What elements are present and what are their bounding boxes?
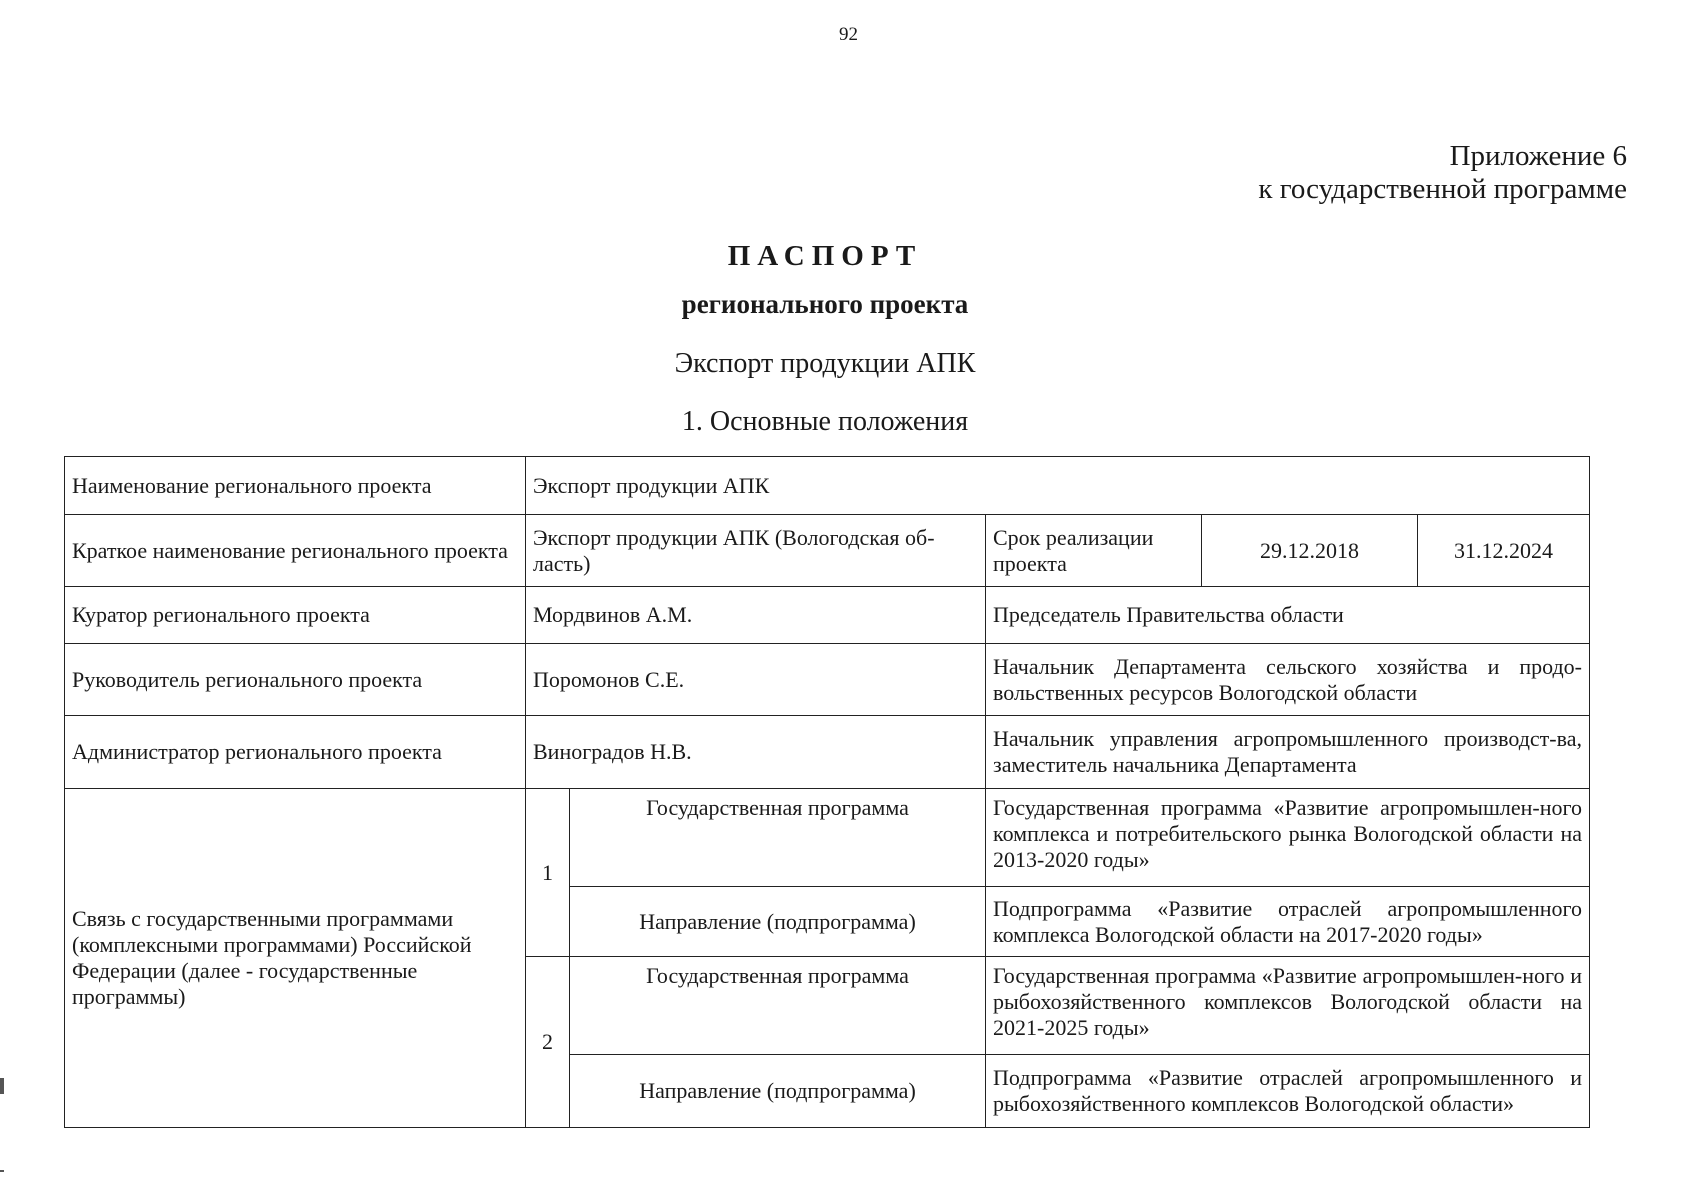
program-sub-value: Подпрограмма «Развитие отраслей агропромышленного и рыбохозяйственного комплексов Вологодской области» bbox=[986, 1055, 1590, 1128]
project-name-title: Экспорт продукции АПК bbox=[674, 348, 976, 379]
period-start: 29.12.2018 bbox=[1202, 515, 1418, 587]
program-sub-label: Направление (подпрограмма) bbox=[570, 1055, 986, 1128]
table-row bbox=[65, 789, 1590, 887]
program-gp-label: Государственная программа bbox=[570, 789, 986, 887]
short-name-label: Краткое наименование регионального проекта bbox=[65, 515, 526, 587]
table-row bbox=[65, 716, 1590, 789]
program-gp-value: Государственная программа «Развитие агропромышлен-ного комплекса и потребительского рынка Вологодской области на 2013-2020 годы» bbox=[986, 789, 1590, 887]
margin-scan-mark bbox=[0, 1170, 4, 1172]
curator-name: Мордвинов А.М. bbox=[526, 587, 986, 644]
program-sub-value: Подпрограмма «Развитие отраслей агропромышленного комплекса Вологодской области на 2017-2020 годы» bbox=[986, 887, 1590, 957]
program-sub-label: Направление (подпрограмма) bbox=[570, 887, 986, 957]
period-end: 31.12.2024 bbox=[1418, 515, 1590, 587]
document-title bbox=[525, 238, 1125, 382]
admin-name: Виноградов Н.В. bbox=[526, 716, 986, 789]
table-row bbox=[65, 587, 1590, 644]
curator-label: Куратор регионального проекта bbox=[65, 587, 526, 644]
section-title: 1. Основные положения bbox=[681, 406, 969, 437]
short-name-value: Экспорт продукции АПК (Вологодская об-ласть) bbox=[526, 515, 986, 587]
name-label: Наименование регионального проекта bbox=[65, 457, 526, 515]
program-number: 2 bbox=[526, 957, 570, 1128]
table-row bbox=[65, 457, 1590, 515]
title-sub: регионального проекта bbox=[681, 289, 969, 319]
appendix-line-2: к государственной программе bbox=[1258, 173, 1627, 205]
program-gp-value: Государственная программа «Развитие агропромышлен-ного и рыбохозяйственного комплексов Вологодской области на 2021-2025 годы» bbox=[986, 957, 1590, 1055]
head-name: Поромонов С.Е. bbox=[526, 644, 986, 716]
head-position: Начальник Департамента сельского хозяйства и продо-вольственных ресурсов Вологодской области bbox=[986, 644, 1590, 716]
margin-scan-mark bbox=[0, 1078, 4, 1094]
table-row bbox=[65, 644, 1590, 716]
page-number: 92 bbox=[839, 24, 858, 45]
program-link-label: Связь с государственными программами (комплексными программами) Российской Федерации (далее - государственные программы) bbox=[65, 789, 526, 1128]
admin-label: Администратор регионального проекта bbox=[65, 716, 526, 789]
program-number: 1 bbox=[526, 789, 570, 957]
appendix-note bbox=[1258, 140, 1627, 206]
period-label: Срок реализации проекта bbox=[986, 515, 1202, 587]
curator-position: Председатель Правительства области bbox=[986, 587, 1590, 644]
head-label: Руководитель регионального проекта bbox=[65, 644, 526, 716]
name-value: Экспорт продукции АПК bbox=[526, 457, 1590, 515]
admin-position: Начальник управления агропромышленного производст-ва, заместитель начальника Департамента bbox=[986, 716, 1590, 789]
title-main: ПАСПОРТ bbox=[727, 240, 923, 272]
appendix-line-1: Приложение 6 bbox=[1449, 140, 1627, 172]
table-row bbox=[65, 515, 1590, 587]
program-gp-label: Государственная программа bbox=[570, 957, 986, 1055]
passport-table bbox=[64, 456, 1590, 1128]
